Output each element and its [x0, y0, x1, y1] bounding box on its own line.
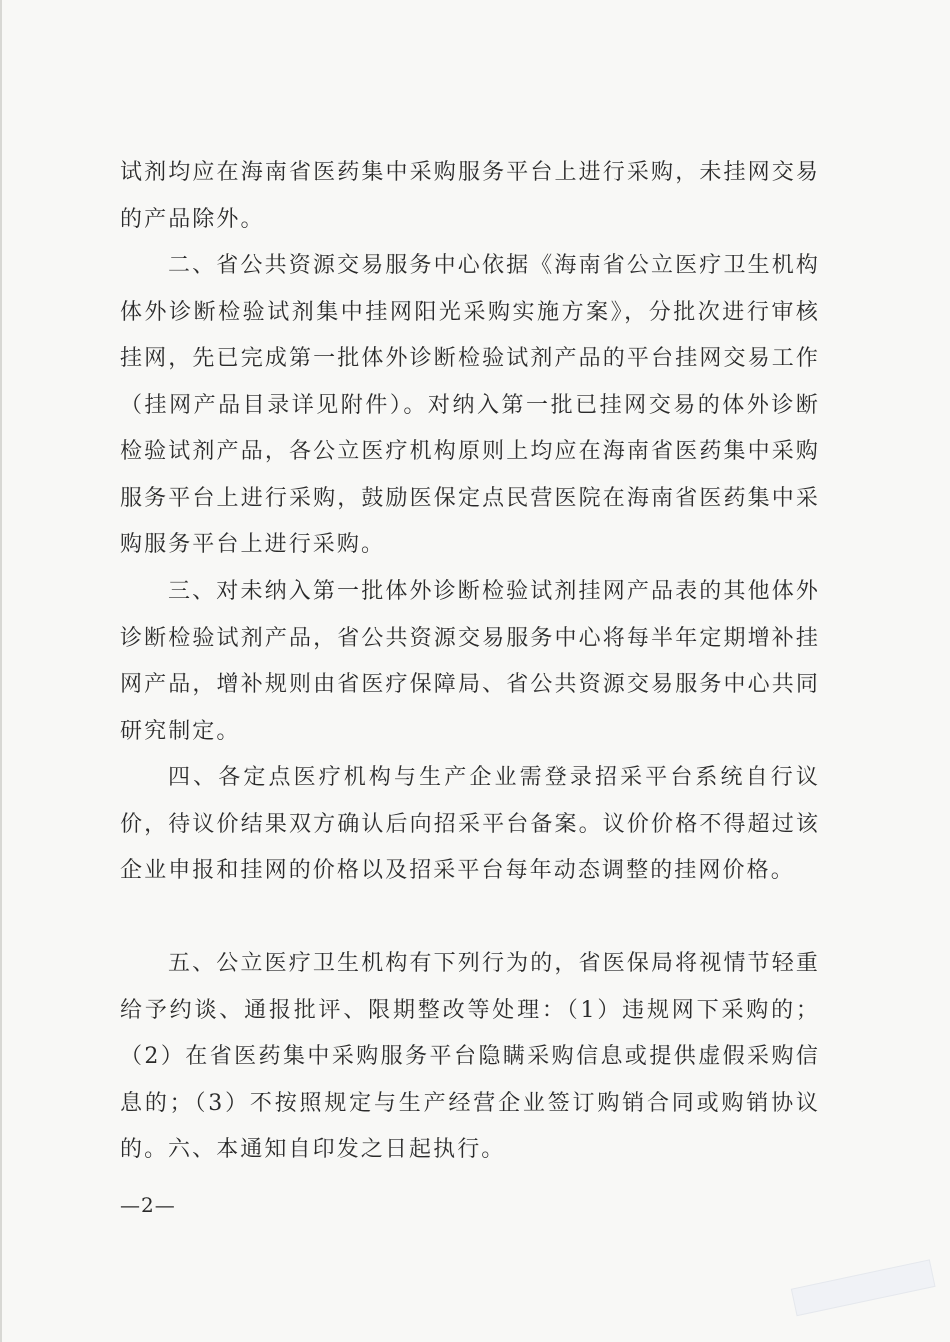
paragraph-section-6: 六、本通知自印发之日起执行。 — [168, 1137, 506, 1162]
page-edge — [0, 0, 2, 1342]
paragraph-section-4: 四、各定点医疗机构与生产企业需登录招采平台系统自行议价，待议价结果双方确认后向招采平台备案。议价价格不得超过该企业申报和挂网的价格以及招采平台每年动态调整的挂网价格。 — [120, 765, 820, 883]
paragraph-continuation: 试剂均应在海南省医药集中采购服务平台上进行采购，未挂网交易的产品除外。 — [120, 160, 820, 232]
paragraph-section-5: 五、公立医疗卫生机构有下列行为的，省医保局将视情节轻重给予约谈、通报批评、限期整改等处理：（1）违规网下采购的；（2）在省医药集中采购服务平台隐瞒采购信息或提供虚假采购信息的；（3）不按照规定与生产经营企业签订购销合同或购销协议的。 — [120, 951, 820, 1162]
watermark-box — [791, 1259, 936, 1316]
site-watermark — [791, 1260, 933, 1315]
paragraph-section-3: 三、对未纳入第一批体外诊断检验试剂挂网产品表的其他体外诊断检验试剂产品，省公共资源交易服务中心将每半年定期增补挂网产品，增补规则由省医疗保障局、省公共资源交易服务中心共同研究制定。 — [120, 579, 820, 744]
paragraph-section-2: 二、省公共资源交易服务中心依据《海南省公立医疗卫生机构体外诊断检验试剂集中挂网阳光采购实施方案》，分批次进行审核挂网，先已完成第一批体外诊断检验试剂产品的平台挂网交易工作（挂网产品目录详见附件）。对纳入第一批已挂网交易的体外诊断检验试剂产品，各公立医疗机构原则上均应在海南省医药集中采购服务平台上进行采购，鼓励医保定点民营医院在海南省医药集中采购服务平台上进行采购。 — [120, 253, 820, 557]
page-number: —2— — [120, 1193, 176, 1217]
